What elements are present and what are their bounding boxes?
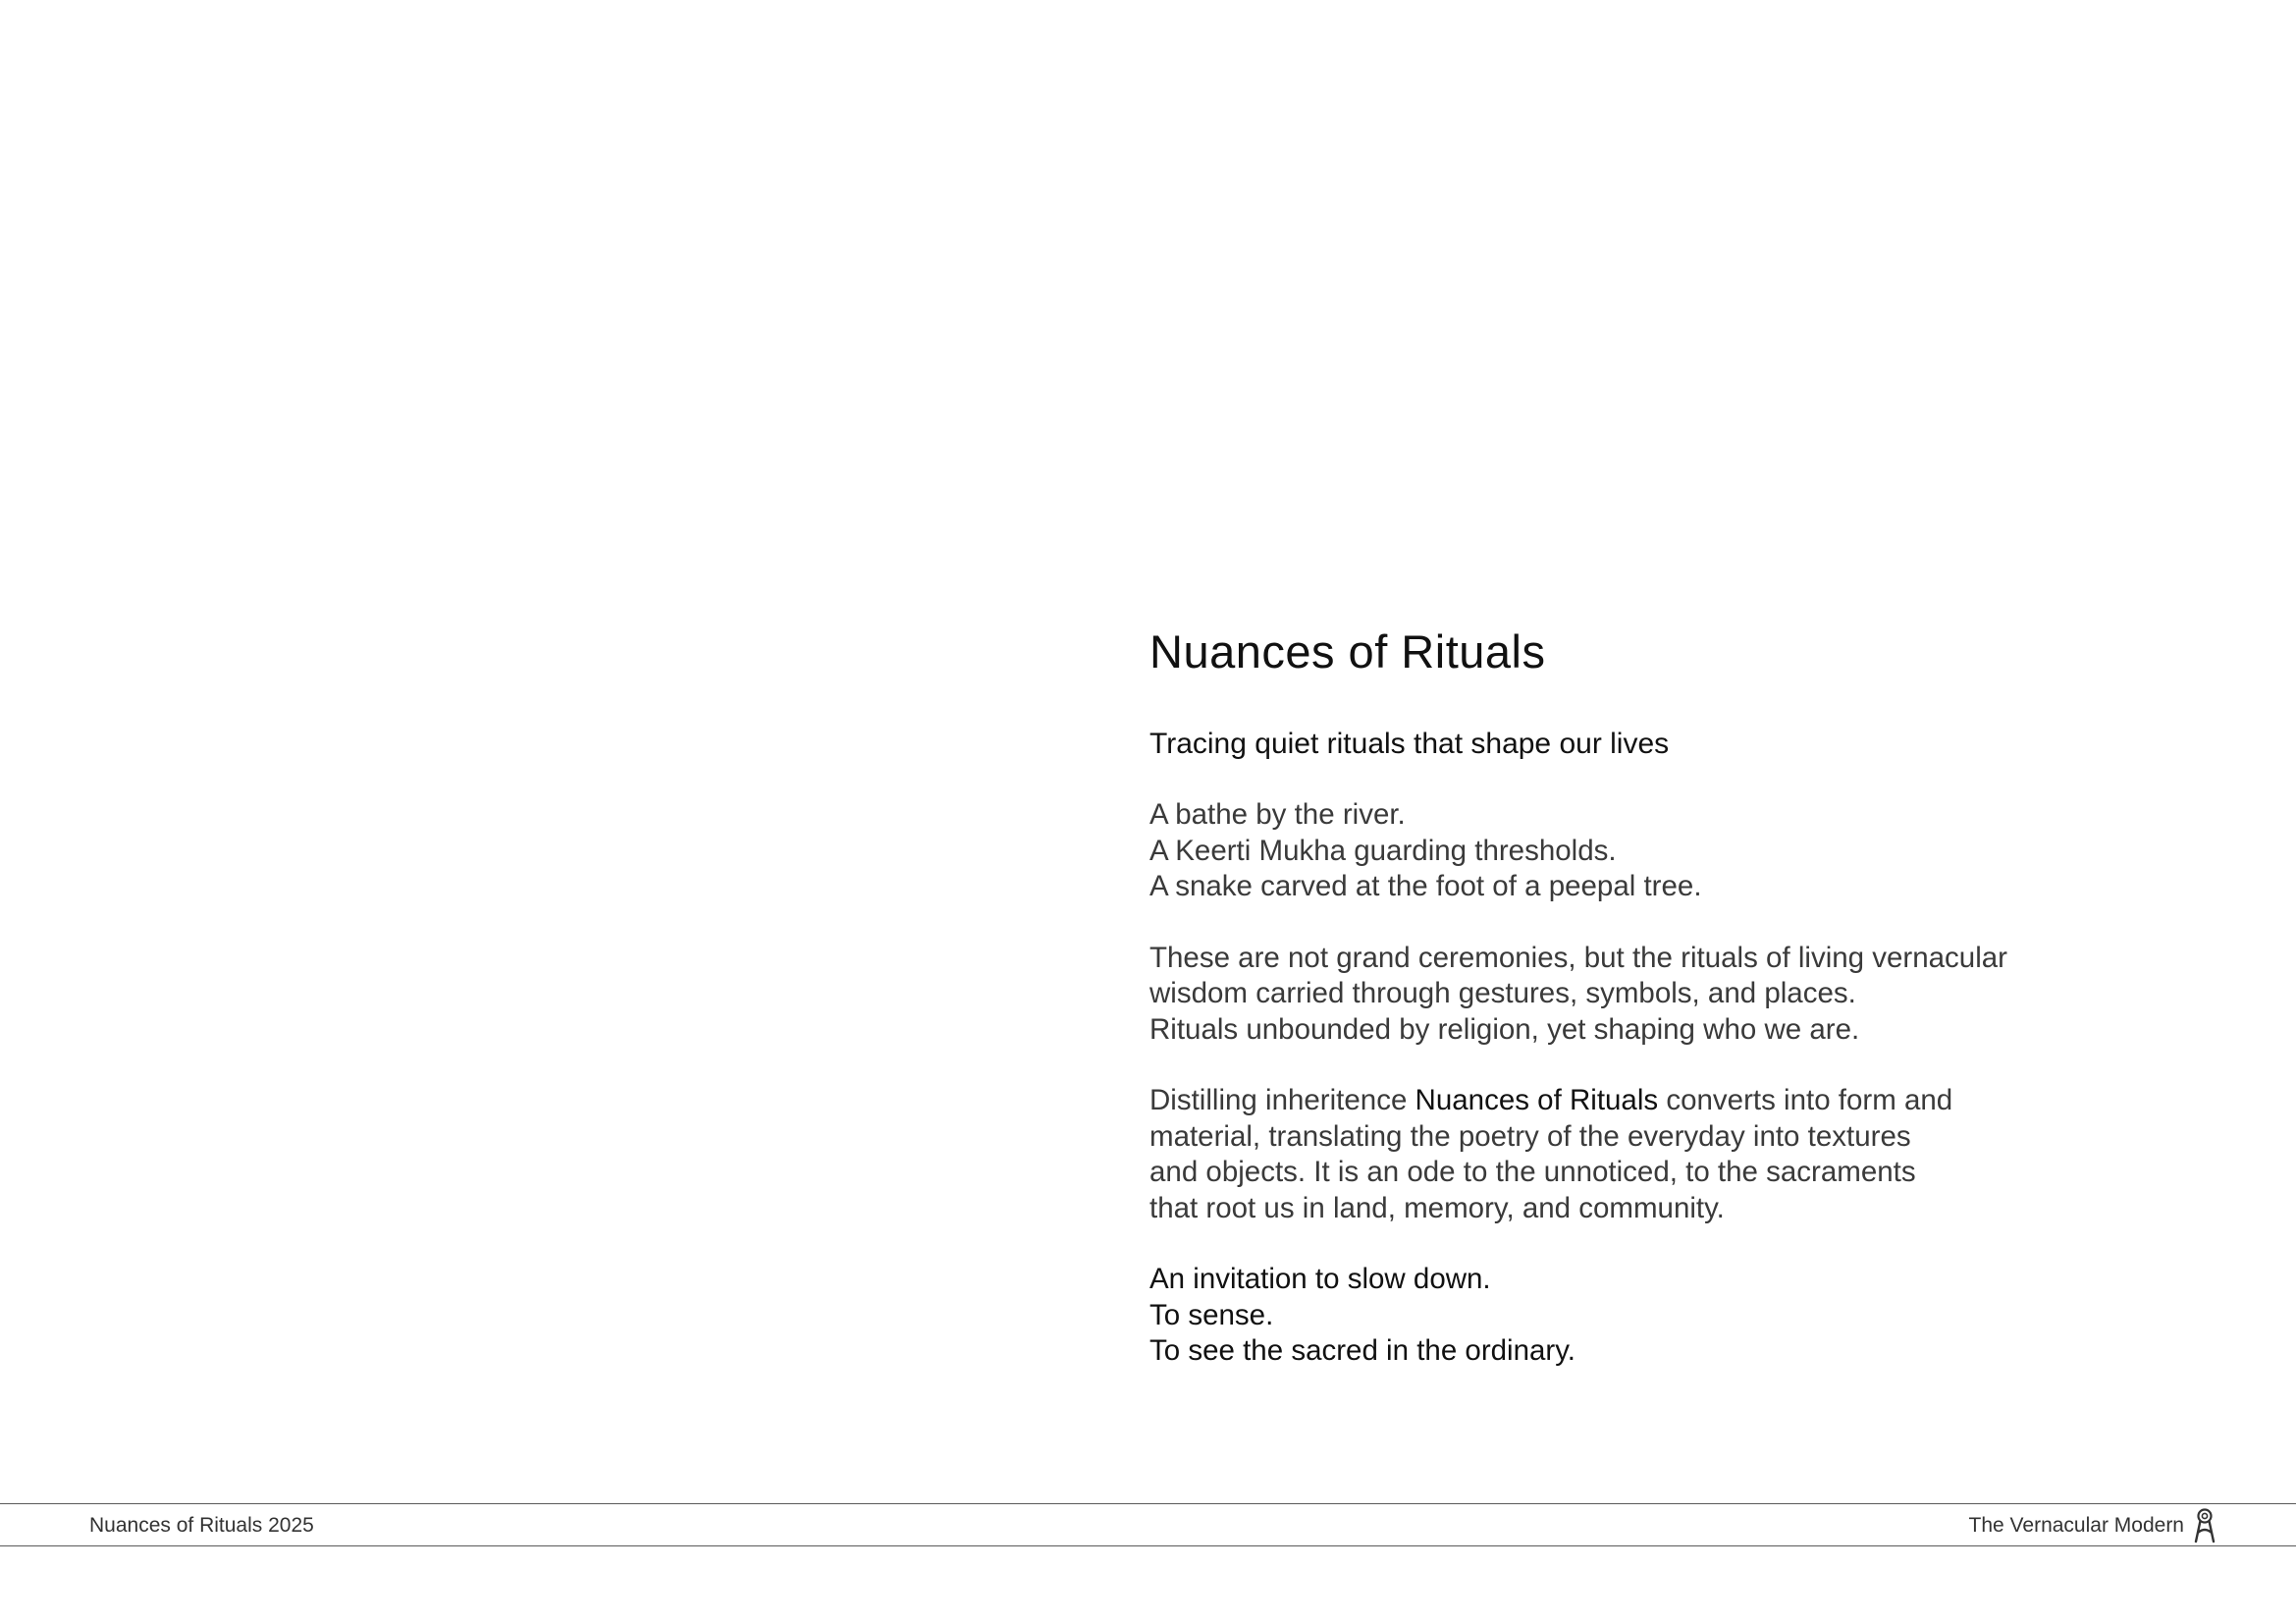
text-block: [1149, 619, 2229, 1370]
paragraph-line: and objects. It is an ode to the unnoticed, to the sacraments: [1149, 1156, 1916, 1188]
paragraph-ceremonies: [1149, 941, 2229, 1049]
footer-right-text: The Vernacular Modern: [1968, 1514, 2184, 1537]
paragraph-line: that root us in land, memory, and community.: [1149, 1191, 1725, 1224]
paragraph-distilling: [1149, 1083, 2229, 1226]
closing-line: To see the sacred in the ordinary.: [1149, 1334, 1576, 1367]
closing-lines: [1149, 1262, 2229, 1370]
paragraph-text: Distilling inheritence: [1149, 1084, 1415, 1116]
paragraph-line: A bathe by the river.: [1149, 798, 1406, 831]
closing-line: An invitation to slow down.: [1149, 1263, 1491, 1295]
footer-left-text: Nuances of Rituals 2025: [89, 1514, 314, 1537]
subtitle: Tracing quiet rituals that shape our lives: [1149, 728, 1670, 760]
paragraph-line: Rituals unbounded by religion, yet shaping who we are.: [1149, 1012, 1860, 1046]
paragraph-line: [1149, 1083, 2229, 1119]
vernacular-modern-logo-icon: [2192, 1507, 2217, 1544]
emphasis-text: Nuances of Rituals: [1415, 1084, 1659, 1116]
paragraph-rituals-list: [1149, 797, 2229, 905]
paragraph-line: wisdom carried through gestures, symbols, and places.: [1149, 977, 1856, 1009]
paragraph-line: A snake carved at the foot of a peepal tree.: [1149, 870, 1702, 902]
paragraph-line: material, translating the poetry of the everyday into textures: [1149, 1119, 1911, 1153]
closing-line: To sense.: [1149, 1298, 1274, 1331]
page-footer: [0, 1503, 2296, 1546]
paragraph-line: A Keerti Mukha guarding thresholds.: [1149, 834, 1617, 867]
paragraph-text: converts into form and: [1658, 1084, 1953, 1116]
page-title: Nuances of Rituals: [1149, 625, 1546, 677]
paragraph-line: These are not grand ceremonies, but the rituals of living vernacular: [1149, 941, 2007, 974]
